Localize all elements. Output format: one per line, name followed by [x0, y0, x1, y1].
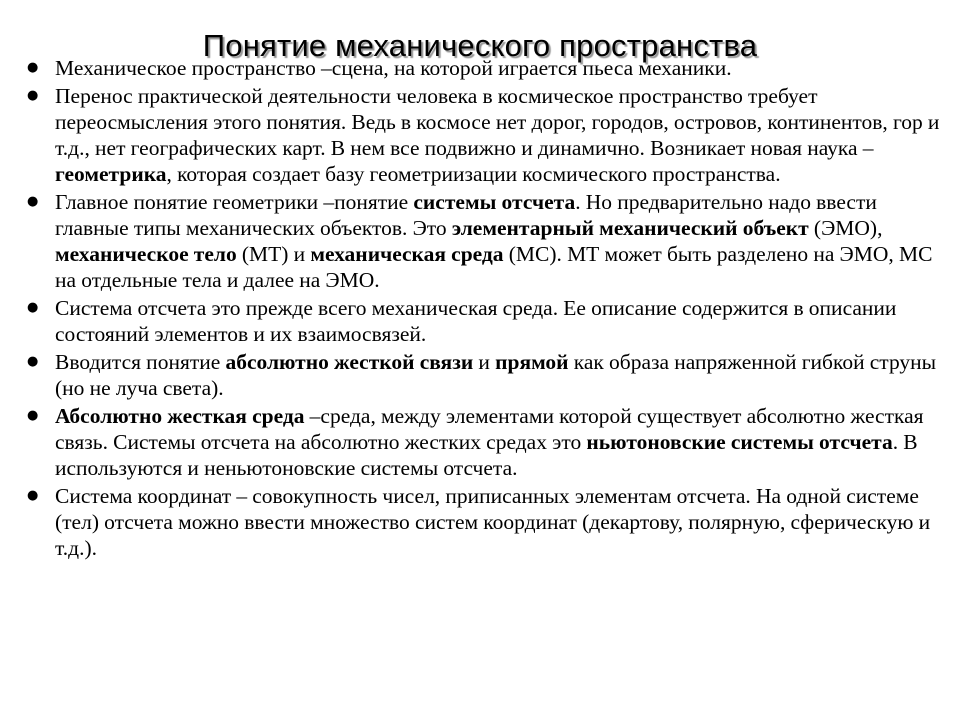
text-run: . В используются и неньютоновские системы отсчета. — [55, 430, 918, 480]
list-item-text — [55, 83, 950, 187]
emphasized-term: механическая среда — [310, 242, 504, 266]
list-item-text — [55, 295, 950, 347]
bullet-point-icon: ● — [27, 194, 39, 209]
list-item — [22, 55, 950, 81]
text-run: . Но предварительно надо ввести главные типы механических объектов. Это — [55, 190, 877, 240]
text-run: (МС). МТ может быть разделено на ЭМО, МС на отдельные тела и далее на ЭМО. — [55, 242, 933, 292]
list-item — [22, 295, 950, 347]
slide-bullet-list — [22, 55, 950, 563]
list-item — [22, 483, 950, 561]
list-item-text — [55, 349, 950, 401]
text-run: Перенос практической деятельности человека в космическое пространство требует переосмысления этого понятия. Ведь в космосе нет дорог, городов, островов, континентов, гор и т.д., нет географических карт. В нем все подвижно и динамично. Возникает новая наука – — [55, 84, 940, 160]
list-item-text — [55, 189, 950, 293]
list-item — [22, 189, 950, 293]
text-run: , которая создает базу геометриизации космического пространства. — [166, 162, 781, 186]
list-item-text — [55, 403, 950, 481]
emphasized-term: ньютоновские системы отсчета — [586, 430, 893, 454]
text-run: и — [473, 350, 496, 374]
list-item-text — [55, 483, 950, 561]
list-item — [22, 349, 950, 401]
text-run: Система координат – совокупность чисел, приписанных элементам отсчета. На одной системе (тел) отсчета можно ввести множество систем координат (декартову, полярную, сферическую и т.д.). — [55, 484, 931, 560]
text-run: как образа напряженной гибкой струны (но не луча света). — [55, 350, 937, 400]
text-run: Главное понятие геометрики –понятие — [55, 190, 414, 214]
page-title: Понятие механического пространства — [202, 27, 758, 63]
text-run: Вводится понятие — [55, 350, 226, 374]
list-item — [22, 403, 950, 481]
bullet-point-icon: ● — [27, 300, 39, 315]
emphasized-term: элементарный механический объект — [451, 216, 809, 240]
text-run: (МТ) и — [236, 242, 311, 266]
emphasized-term: системы отсчета — [413, 190, 576, 214]
bullet-point-icon: ● — [27, 408, 39, 423]
bullet-point-icon: ● — [27, 488, 39, 503]
emphasized-term: прямой — [495, 350, 569, 374]
emphasized-term: механическое тело — [55, 242, 237, 266]
bullet-point-icon: ● — [27, 354, 39, 369]
bullet-point-icon: ● — [27, 88, 39, 103]
text-run: (ЭМО), — [808, 216, 883, 240]
emphasized-term: Абсолютно жесткая среда — [55, 404, 305, 428]
emphasized-term: геометрика — [55, 162, 167, 186]
text-run: Механическое пространство –сцена, на которой играется пьеса механики. — [55, 56, 732, 80]
list-item-text — [55, 55, 950, 81]
list-item — [22, 83, 950, 187]
emphasized-term: абсолютно жесткой связи — [225, 350, 474, 374]
text-run: Система отсчета это прежде всего механическая среда. Ее описание содержится в описании состояний элементов и их взаимосвязей. — [55, 296, 897, 346]
bullet-point-icon: ● — [27, 60, 39, 75]
text-run: –среда, между элементами которой существует абсолютно жесткая связь. Системы отсчета на абсолютно жестких средах это — [55, 404, 924, 454]
